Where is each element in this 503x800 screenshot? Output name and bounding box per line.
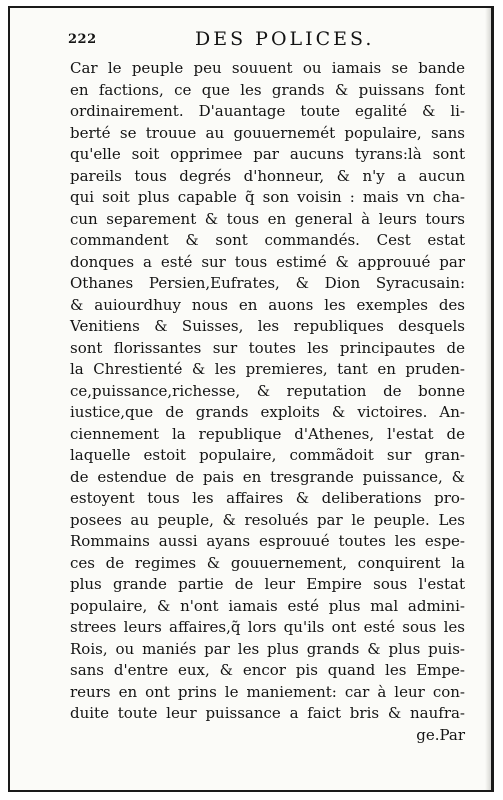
page-scan-frame <box>8 6 494 792</box>
page-number: 222 <box>68 32 97 47</box>
text-line: donques a esté sur tous estimé & approuué par <box>70 252 465 271</box>
text-line: duite toute leur puissance a faict bris & naufra- <box>70 704 465 722</box>
text-line: en factions, ce que les grands & puissans font <box>70 80 465 99</box>
text-line: ordinairement. D'auantage toute egalité & li- <box>70 102 465 120</box>
text-line: commandent & sont commandés. Cest estat <box>70 231 465 249</box>
text-line: de estendue de pais en tresgrande puissance, & <box>70 467 465 486</box>
text-line: populaire, & n'ont iamais esté plus mal admini- <box>70 596 465 615</box>
body-text <box>70 58 465 746</box>
page-edge-shadow <box>485 8 491 790</box>
text-line: iustice,que de grands exploits & victoires. An- <box>70 403 465 421</box>
text-line: cun separement & tous en general à leurs tours <box>70 209 465 228</box>
text-line: estoyent tous les affaires & deliberations pro- <box>70 489 465 507</box>
text-line: pareils tous degrés d'honneur, & n'y a aucun <box>70 166 465 185</box>
running-title: DES POLICES. <box>195 28 375 50</box>
text-line: sont florissantes sur toutes les principautes de <box>70 338 465 357</box>
text-line: laquelle estoit populaire, commãdoit sur gran- <box>70 446 465 464</box>
text-line: Venitiens & Suisses, les republiques desquels <box>70 317 465 335</box>
book-page <box>70 28 465 746</box>
text-line: ciennement la republique d'Athenes, l'estat de <box>70 424 465 443</box>
text-line: reurs en ont prins le maniement: car à leur con- <box>70 682 465 701</box>
text-line: plus grande partie de leur Empire sous l'estat <box>70 575 465 593</box>
text-line: qui soit plus capable q̃ son voisin : mais vn cha- <box>70 188 465 206</box>
text-line: ce,puissance,richesse, & reputation de bonne <box>70 381 465 400</box>
text-line: Rois, ou maniés par les plus grands & plus puis- <box>70 639 465 658</box>
text-line: Car le peuple peu souuent ou iamais se bande <box>70 59 465 77</box>
text-line: sans d'entre eux, & encor pis quand les Empe- <box>70 661 465 679</box>
text-line: & auiourdhuy nous en auons les exemples des <box>70 295 465 314</box>
text-line: Rommains aussi ayans esprouué toutes les espe- <box>70 532 465 550</box>
text-line: la Chrestienté & les premieres, tant en pruden- <box>70 360 465 378</box>
text-line: Othanes Persien,Eufrates, & Dion Syracusain: <box>70 274 465 292</box>
page-header <box>70 28 465 50</box>
text-line: qu'elle soit opprimee par aucuns tyrans:là sont <box>70 145 465 163</box>
text-line: strees leurs affaires,q̃ lors qu'ils ont esté sous les <box>70 618 465 636</box>
text-line: posees au peuple, & resolués par le peuple. Les <box>70 510 465 529</box>
text-line: berté se trouue au gouuernemét populaire, sans <box>70 123 465 142</box>
catchword: ge.Par <box>416 725 465 744</box>
text-line: ces de regimes & gouuernement, conquirent la <box>70 553 465 572</box>
